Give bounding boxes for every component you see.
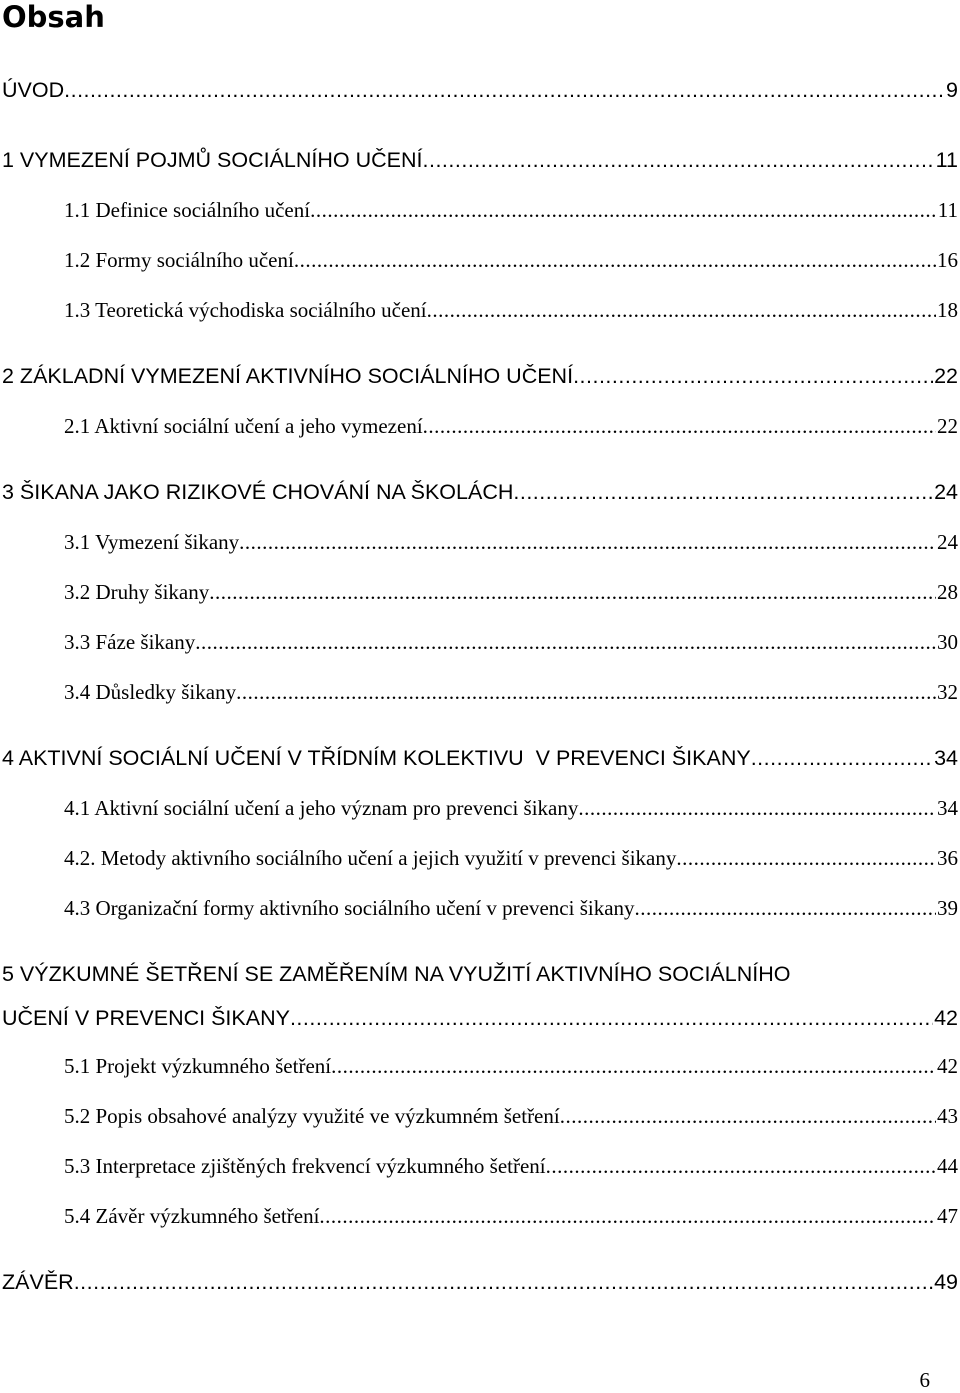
toc-entry-page: 22	[934, 364, 958, 388]
toc-leader-dots	[427, 298, 936, 324]
toc-entry-section-5-1[interactable]	[64, 1050, 958, 1080]
toc-entry-page: 11	[935, 148, 958, 172]
toc-entry-title: 3 ŠIKANA JAKO RIZIKOVÉ CHOVÁNÍ NA ŠKOLÁCH	[2, 480, 514, 504]
toc-leader-dots	[578, 796, 936, 822]
toc-entry-section-4-2[interactable]	[64, 842, 958, 872]
toc-leader-dots	[560, 1104, 936, 1130]
toc-entry-section-5-3[interactable]	[64, 1150, 958, 1180]
toc-entry-page: 34	[934, 746, 958, 770]
toc-entry-chapter-5[interactable]	[2, 1002, 958, 1032]
toc-leader-dots	[64, 78, 945, 104]
toc-entry-page: 28	[937, 580, 958, 604]
toc-leader-dots	[239, 530, 936, 556]
toc-entry-section-1-1[interactable]	[64, 194, 958, 224]
toc-entry-title: ZÁVĚR	[2, 1270, 74, 1294]
toc-entry-page: 24	[937, 530, 958, 554]
toc-leader-dots	[294, 248, 936, 274]
toc-entry-section-5-4[interactable]	[64, 1200, 958, 1230]
toc-entry-title: 3.3 Fáze šikany	[64, 630, 196, 654]
toc-entry-title: 1.1 Definice sociálního učení	[64, 198, 311, 222]
toc-entry-chapter-1[interactable]	[2, 144, 958, 174]
toc-entry-title: 5.2 Popis obsahové analýzy využité ve výzkumném šetření	[64, 1104, 560, 1128]
toc-leader-dots	[331, 1054, 936, 1080]
toc-entry-page: 42	[934, 1006, 958, 1030]
toc-entry-title: 5.4 Závěr výzkumného šetření	[64, 1204, 320, 1228]
toc-entry-title: 5.3 Interpretace zjištěných frekvencí výzkumného šetření	[64, 1154, 546, 1178]
toc-entry-page: 34	[937, 796, 958, 820]
toc-entry-page: 11	[937, 198, 958, 222]
toc-entry-page: 49	[934, 1270, 958, 1294]
toc-entry-title: 2 ZÁKLADNÍ VYMEZENÍ AKTIVNÍHO SOCIÁLNÍHO UČENÍ	[2, 364, 574, 388]
toc-entry-title: 1.3 Teoretická východiska sociálního učení	[64, 298, 427, 322]
toc-entry-title: 4.2. Metody aktivního sociálního učení a jejich využití v prevenci šikany	[64, 846, 677, 870]
toc-entry-page: 16	[937, 248, 958, 272]
toc-entry-page: 43	[937, 1104, 958, 1128]
toc-leader-dots	[635, 896, 936, 922]
toc-entry-page: 24	[934, 480, 958, 504]
toc-leader-dots	[573, 364, 933, 390]
toc-entry-title: 3.1 Vymezení šikany	[64, 530, 240, 554]
toc-entry-title: 1.2 Formy sociálního učení	[64, 248, 294, 272]
toc-entry-title: UČENÍ V PREVENCI ŠIKANY	[2, 1006, 290, 1030]
toc-entry-title: ÚVOD	[2, 78, 65, 102]
toc-entry-zaver[interactable]	[2, 1266, 958, 1296]
toc-entry-section-1-2[interactable]	[64, 244, 958, 274]
toc-leader-dots	[319, 1204, 936, 1230]
toc-entry-section-4-3[interactable]	[64, 892, 958, 922]
toc-entry-page: 42	[937, 1054, 958, 1078]
toc-entry-section-3-4[interactable]	[64, 676, 958, 706]
toc-entry-title: 4.3 Organizační formy aktivního sociálního učení v prevenci šikany	[64, 896, 635, 920]
toc-entry-title: 4 AKTIVNÍ SOCIÁLNÍ UČENÍ V TŘÍDNÍM KOLEKTIVU V PREVENCI ŠIKANY	[2, 746, 751, 770]
toc-leader-dots	[195, 630, 936, 656]
toc-leader-dots	[546, 1154, 936, 1180]
toc-entry-title: 2.1 Aktivní sociální učení a jeho vymezení	[64, 414, 423, 438]
toc-entry-page: 36	[937, 846, 958, 870]
page-number: 6	[919, 1368, 930, 1392]
toc-entry-section-5-2[interactable]	[64, 1100, 958, 1130]
toc-leader-dots	[676, 846, 936, 872]
toc-entry-page: 30	[937, 630, 958, 654]
toc-entry-title: 4.1 Aktivní sociální učení a jeho význam pro prevenci šikany	[64, 796, 579, 820]
toc-entry-section-2-1[interactable]	[64, 410, 958, 440]
toc-entry-section-4-1[interactable]	[64, 792, 958, 822]
toc-entry-title: 1 VYMEZENÍ POJMŮ SOCIÁLNÍHO UČENÍ	[2, 148, 423, 172]
toc-leader-dots	[209, 580, 936, 606]
toc-leader-dots	[74, 1270, 933, 1296]
toc-entry-chapter-2[interactable]	[2, 360, 958, 390]
toc-entry-section-3-2[interactable]	[64, 576, 958, 606]
toc-entry-chapter-3[interactable]	[2, 476, 958, 506]
toc-leader-dots	[310, 198, 937, 224]
toc-entry-title: 5.1 Projekt výzkumného šetření	[64, 1054, 332, 1078]
toc-leader-dots	[290, 1006, 933, 1032]
toc-entry-page: 44	[937, 1154, 958, 1178]
toc-entry-page: 32	[937, 680, 958, 704]
page-title: Obsah	[2, 0, 105, 34]
toc-leader-dots	[751, 746, 933, 772]
toc-leader-dots	[513, 480, 933, 506]
toc-entry-section-1-3[interactable]	[64, 294, 958, 324]
toc-entry-page: 9	[946, 78, 958, 102]
toc-leader-dots	[236, 680, 936, 706]
toc-entry-title: 3.4 Důsledky šikany	[64, 680, 237, 704]
toc-entry-section-3-1[interactable]	[64, 526, 958, 556]
toc-entry-page: 18	[937, 298, 958, 322]
toc-leader-dots	[423, 414, 936, 440]
toc-entry-uvod[interactable]	[2, 74, 958, 104]
toc-entry-page: 22	[937, 414, 958, 438]
toc-entry-page: 39	[937, 896, 958, 920]
toc-entry-chapter-5-line-1[interactable]	[2, 958, 958, 988]
toc-leader-dots	[423, 148, 935, 174]
toc-entry-chapter-4[interactable]	[2, 742, 958, 772]
toc-entry-title: 5 VÝZKUMNÉ ŠETŘENÍ SE ZAMĚŘENÍM NA VYUŽITÍ AKTIVNÍHO SOCIÁLNÍHO	[2, 962, 791, 986]
toc-entry-title: 3.2 Druhy šikany	[64, 580, 210, 604]
toc-entry-section-3-3[interactable]	[64, 626, 958, 656]
toc-entry-page: 47	[937, 1204, 958, 1228]
